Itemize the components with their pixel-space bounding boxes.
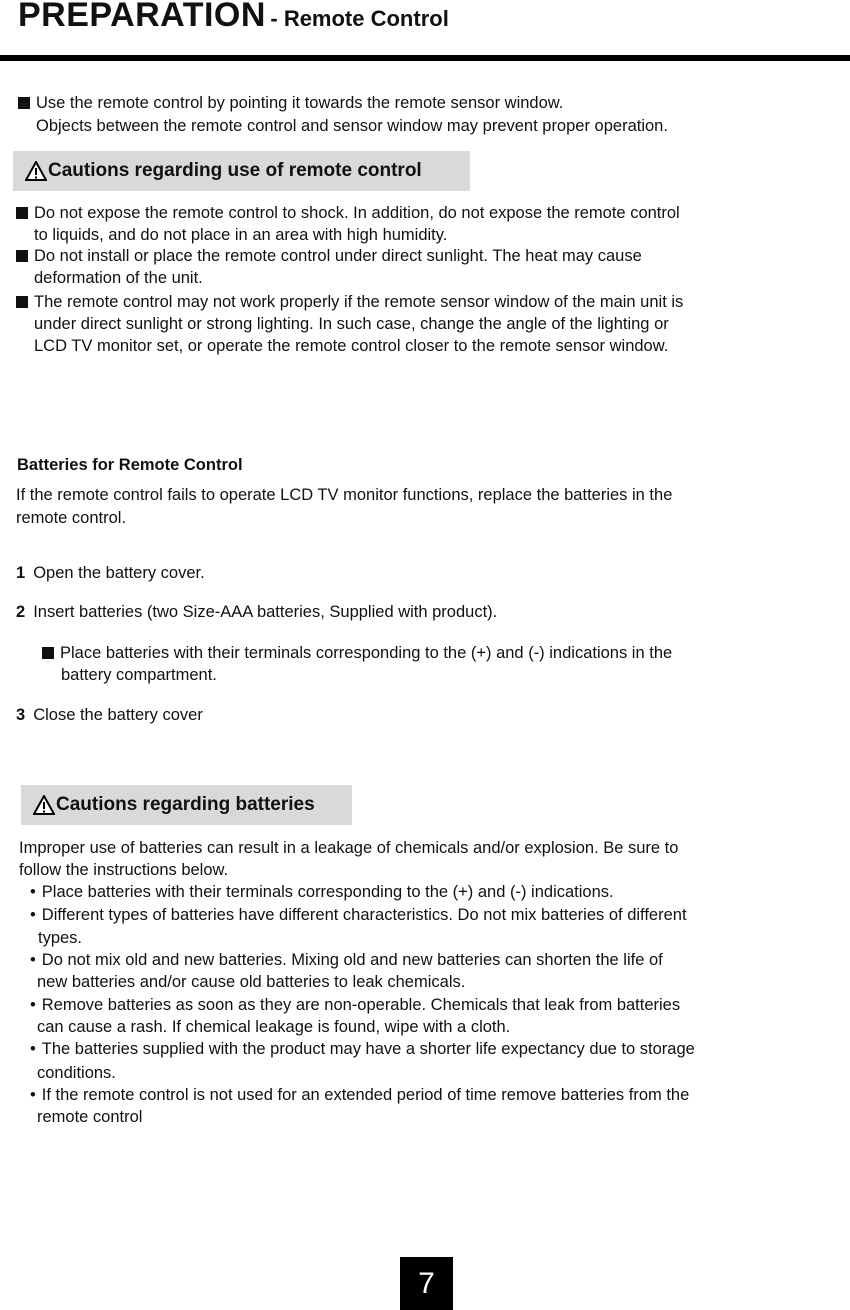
header-rule <box>0 55 850 61</box>
batteries-desc-line1: If the remote control fails to operate LCD TV monitor functions, replace the batteries in the <box>16 486 673 504</box>
battery-step-1: 1 Open the battery cover. <box>16 564 205 582</box>
caution-remote-box <box>13 151 470 191</box>
caution-batteries-bullet-6-line2: remote control <box>37 1108 143 1126</box>
caution-batteries-bullet-4-line2: can cause a rash. If chemical leakage is found, wipe with a cloth. <box>37 1018 511 1036</box>
battery-step-2-note-line2: battery compartment. <box>61 666 217 684</box>
caution-batteries-bullet-3-line1: • Do not mix old and new batteries. Mixing old and new batteries can shorten the life of <box>30 951 663 969</box>
bullet-dot-icon: • <box>30 951 36 969</box>
caution-batteries-bullet-5-line1: • The batteries supplied with the product may have a shorter life expectancy due to storage <box>30 1040 695 1058</box>
caution-remote-item3-line2: under direct sunlight or strong lighting. In such case, change the angle of the lighting or <box>34 315 669 333</box>
page-title <box>18 0 449 35</box>
caution-batteries-bullet-3-line2: new batteries and/or cause old batteries to leak chemicals. <box>37 973 466 991</box>
square-bullet-icon <box>16 207 28 219</box>
battery-step-2-note-line1: Place batteries with their terminals corresponding to the (+) and (-) indications in the <box>42 643 672 663</box>
square-bullet-icon <box>16 250 28 262</box>
page-title-main: PREPARATION <box>18 0 266 34</box>
square-bullet-icon <box>42 647 54 659</box>
page-title-sub: - Remote Control <box>270 6 449 31</box>
caution-batteries-bullet-1: • Place batteries with their terminals corresponding to the (+) and (-) indications. <box>30 883 614 901</box>
step-number: 1 <box>16 564 26 582</box>
bullet-dot-icon: • <box>30 1040 36 1058</box>
bullet-dot-icon: • <box>30 996 36 1014</box>
bullet-dot-icon: • <box>30 883 36 901</box>
caution-remote-item2-line2: deformation of the unit. <box>34 269 203 287</box>
caution-batteries-bullet-5-line2: conditions. <box>37 1064 116 1082</box>
caution-remote-item1-line2: to liquids, and do not place in an area with high humidity. <box>34 226 448 244</box>
intro-line-1: Use the remote control by pointing it towards the remote sensor window. <box>18 93 563 113</box>
caution-remote-label: Cautions regarding use of remote control <box>48 160 422 181</box>
batteries-heading: Batteries for Remote Control <box>17 456 243 474</box>
caution-remote-item1-line1: Do not expose the remote control to shock. In addition, do not expose the remote control <box>16 203 680 223</box>
caution-remote-item3-line3: LCD TV monitor set, or operate the remote control closer to the remote sensor window. <box>34 337 669 355</box>
caution-remote-item3-line1: The remote control may not work properly if the remote sensor window of the main unit is <box>16 292 683 312</box>
square-bullet-icon <box>16 296 28 308</box>
bullet-dot-icon: • <box>30 1086 36 1104</box>
caution-batteries-bullet-6-line1: • If the remote control is not used for an extended period of time remove batteries from the <box>30 1086 690 1104</box>
page-number: 7 <box>400 1257 453 1310</box>
caution-batteries-bullet-2-line2: types. <box>38 929 83 947</box>
caution-remote-item2-line1: Do not install or place the remote control under direct sunlight. The heat may cause <box>16 246 642 266</box>
square-bullet-icon <box>18 97 30 109</box>
caution-batteries-bullet-4-line1: • Remove batteries as soon as they are non-operable. Chemicals that leak from batteries <box>30 996 681 1014</box>
caution-batteries-bullet-2-line1: • Different types of batteries have different characteristics. Do not mix batteries of different <box>30 906 687 924</box>
step-number: 3 <box>16 706 26 724</box>
caution-batteries-label: Cautions regarding batteries <box>56 794 315 815</box>
caution-batteries-intro-line1: Improper use of batteries can result in a leakage of chemicals and/or explosion. Be sure to <box>19 839 679 857</box>
intro-line-2: Objects between the remote control and sensor window may prevent proper operation. <box>36 117 668 135</box>
step-number: 2 <box>16 603 26 621</box>
battery-step-2: 2 Insert batteries (two Size-AAA batteries, Supplied with product). <box>16 603 498 621</box>
batteries-desc-line2: remote control. <box>16 509 127 527</box>
caution-batteries-intro-line2: follow the instructions below. <box>19 861 229 879</box>
caution-batteries-box <box>21 785 352 825</box>
battery-step-3: 3 Close the battery cover <box>16 706 203 724</box>
warning-icon <box>25 161 47 181</box>
warning-icon <box>33 795 55 815</box>
bullet-dot-icon: • <box>30 906 36 924</box>
